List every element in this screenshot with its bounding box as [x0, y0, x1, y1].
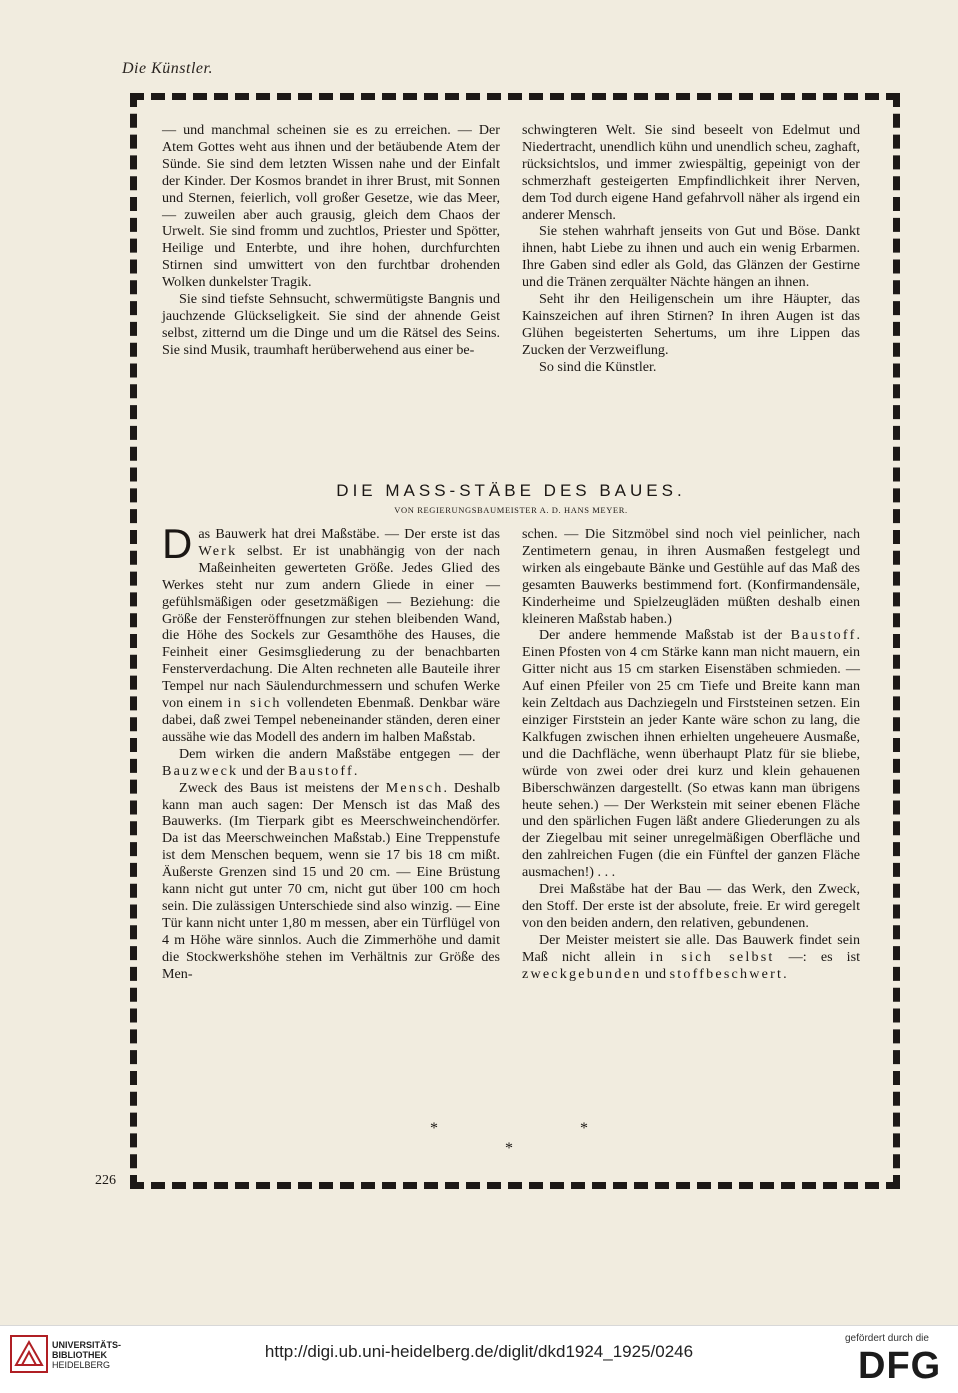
paragraph: schwingteren Welt. Sie sind beseelt von Edelmut und Niedertracht, unendlich kühn und unendlich scheu, zaghaft, rücksichtslos, und immer zwiespältig, gepeinigt von der schmerzhaft gesteigerten Empfindlichkeit ihrer Nerven, dem Tod durch eigene Hand gefahrvoll näher als irgend ein anderer Mensch. — [522, 122, 860, 223]
paragraph: Sie stehen wahrhaft jenseits von Gut und Böse. Dankt ihnen, habt Liebe zu ihnen und auch ein wenig Erbarmen. Ihre Gaben sind edler als Gold, das Glänzen der Gestirne und die Tränen zerquälter Nächte hängen an ihnen. — [522, 223, 860, 291]
paragraph: Dem wirken die andern Maßstäbe entgegen — der Bauzweck und der Baustoff. — [162, 745, 500, 779]
paragraph: schen. — Die Sitzmöbel sind noch viel peinlicher, nach Zentimetern genau, in ihren Ausmaßen festgelegt und wirken als eingebaute Bänke und Gestühle auf das Maß des gesamten Bauwerks bestimmend fort. (Konfirmandensäle, Kinderheime und Spielzeugläden müßten deshalb einen kleineren Maßstab haben.) — [522, 526, 860, 627]
paragraph: So sind die Künstler. — [539, 358, 657, 375]
paragraph: Das Bauwerk hat drei Maßstäbe. — Der erste ist das Werk selbst. Er ist unabhängig von der nach Maßeinheiten gewerteten Größe. Jedes Glied des Werkes steht nur zum andern Gliede in einer — gefühlsmäßigen oder gesetzmäßigen — Beziehung: die Größe der Fensteröffnungen zur stehen bleibenden Wand, die Höhe des Sockels zur Gesamthöhe des Hauses, die Feinheit einer Gesimsgliederung zu der benachbarten Fensterverdachung. Die Alten rechneten alle Bauteile ihrer Tempel nur nach Säulendurchmessern und schufen Werke von einem in sich vollendeten Ebenmaß. Denkbar wäre dabei, daß zwei Tempel nebeneinander ständen, deren einer aussähe wie das Modell des andern im halben Maßstab. — [162, 520, 500, 745]
paragraph: Zweck des Baus ist meistens der Mensch. Deshalb kann man auch sagen: Der Mensch ist das Maß des Bauwerks. (Im Tierpark gibt es Meerschweinchendörfer. Da ist das Meerschweinchen Maßstab.) Eine Treppenstufe ist dem Menschen bequem, wenn sie 17 bis 18 cm mißt. Äußerste Grenzen sind 15 und 20 cm. — Eine Brüstung kann nicht gut unter 70 cm, nicht gut über 100 cm hoch sein. Die zulässigen Unterschiede sind also winzig. — Eine Tür kann nicht unter 1,80 m messen, aber ein Türflügel von 4 m Höhe wäre sinnlos. Auch die Zimmerhöhe und damit die Stockwerkshöhe stehen im Verhältnis zur Größe des Men- — [162, 779, 501, 982]
essay-column-left — [162, 122, 500, 359]
essay-column-right — [522, 122, 860, 376]
dfg-logo: DFG — [858, 1345, 942, 1387]
permalink-url[interactable]: http://digi.ub.uni-heidelberg.de/diglit/dkd1924_1925/0246 — [264, 1342, 694, 1361]
paragraph: Der Meister meistert sie alle. Das Bauwerk findet sein Maß nicht allein in sich selbst —: es ist zweckgebunden und stoffbeschwert. — [522, 931, 860, 982]
paragraph: — und manchmal scheinen sie es zu erreichen. — Der Atem Gottes weht aus ihnen und der betäubende Atem der Sünde. Sie sind dem letzten Wissen nahe und der Einfalt der Kinder. Der Kosmos brandet in ihrer Brust, mit Sonnen und Sternen, feierlich, voll großer Gesetze, wie das Meer, — zuweilen aber auch grausig, gleich dem Chaos der Urwelt. Sie sind fromm und zuchtlos, Priester und Spötter, Heilige und Enterbte, und ihre hohen, durchfurchten Stirnen sind umwittert von den furchtbar drohenden Wolken dunkelster Tragik. — [162, 122, 500, 291]
library-name: UNIVERSITÄTS- BIBLIOTHEK HEIDELBERG — [52, 1340, 122, 1370]
funding-note: gefördert durch die — [845, 1333, 929, 1344]
asterism-star: * — [505, 1140, 513, 1157]
page-number: 226 — [95, 1173, 116, 1188]
running-head: Die Künstler. — [122, 60, 213, 77]
drop-cap: D — [162, 520, 193, 567]
article-byline: VON REGIERUNGSBAUMEISTER A. D. HANS MEYER. — [394, 505, 628, 515]
paragraph: Der andere hemmende Maßstab ist der Baustoff. Einen Pfosten von 4 cm Stärke kann man nicht mauern, ein Gitter nicht aus 15 cm starken Eisenstäben schmieden. — Auf einen Pfeiler von 25 cm Tiefe und Breite kann man kein Zeltdach aus Dachziegeln und Firststeinen setzen. Ein einziger Firststein an jeder Kante wäre schon zu lang, die Kalkfugen zwischen ihnen erhielten ungeheuere Ausmaße, und die Dachfläche, wenn überhaupt Platz für sie bliebe, würde von zwei oder drei kurz und klein gehauenen Biberschwänzen dargestellt. (So etwas kann man übrigens heute sehen.) — Der Werkstein mit seiner ebenen Fläche und den spärlichen Fugen läßt andere Gliederungen zu als der Ziegelbau mit seiner unregelmäßigen Oberfläche und den zahlreichen Fugen (die ein Fünftel der ganzen Fläche ausmachen!) . . . — [522, 627, 860, 881]
article-column-right — [522, 526, 860, 982]
article-title: DIE MASS-STÄBE DES BAUES. — [336, 481, 686, 500]
asterism-star: * — [430, 1120, 438, 1137]
paragraph: Seht ihr den Heiligenschein um ihre Häupter, das Kainszeichen auf ihren Stirnen? In ihren Augen ist das Glühen begeisterten Sehertums, um ihre Lippen das Zucken der Verzweiflung. — [522, 291, 860, 358]
article-column-left — [162, 520, 501, 982]
paragraph: Sie sind tiefste Sehnsucht, schwermütigste Bangnis und jauchzende Glückseligkeit. Sie sind der ahnende Geist selbst, zitternd um die Dinge und um die Rätsel des Seins. Sie sind Musik, traumhaft herüberwehend aus einer be- — [162, 291, 500, 358]
paragraph: Drei Maßstäbe hat der Bau — das Werk, den Zweck, den Stoff. Der erste ist der absolute, freie. Er wird geregelt von den beiden andern, den relativen, gebundenen. — [522, 881, 860, 931]
asterism-star: * — [580, 1120, 588, 1137]
